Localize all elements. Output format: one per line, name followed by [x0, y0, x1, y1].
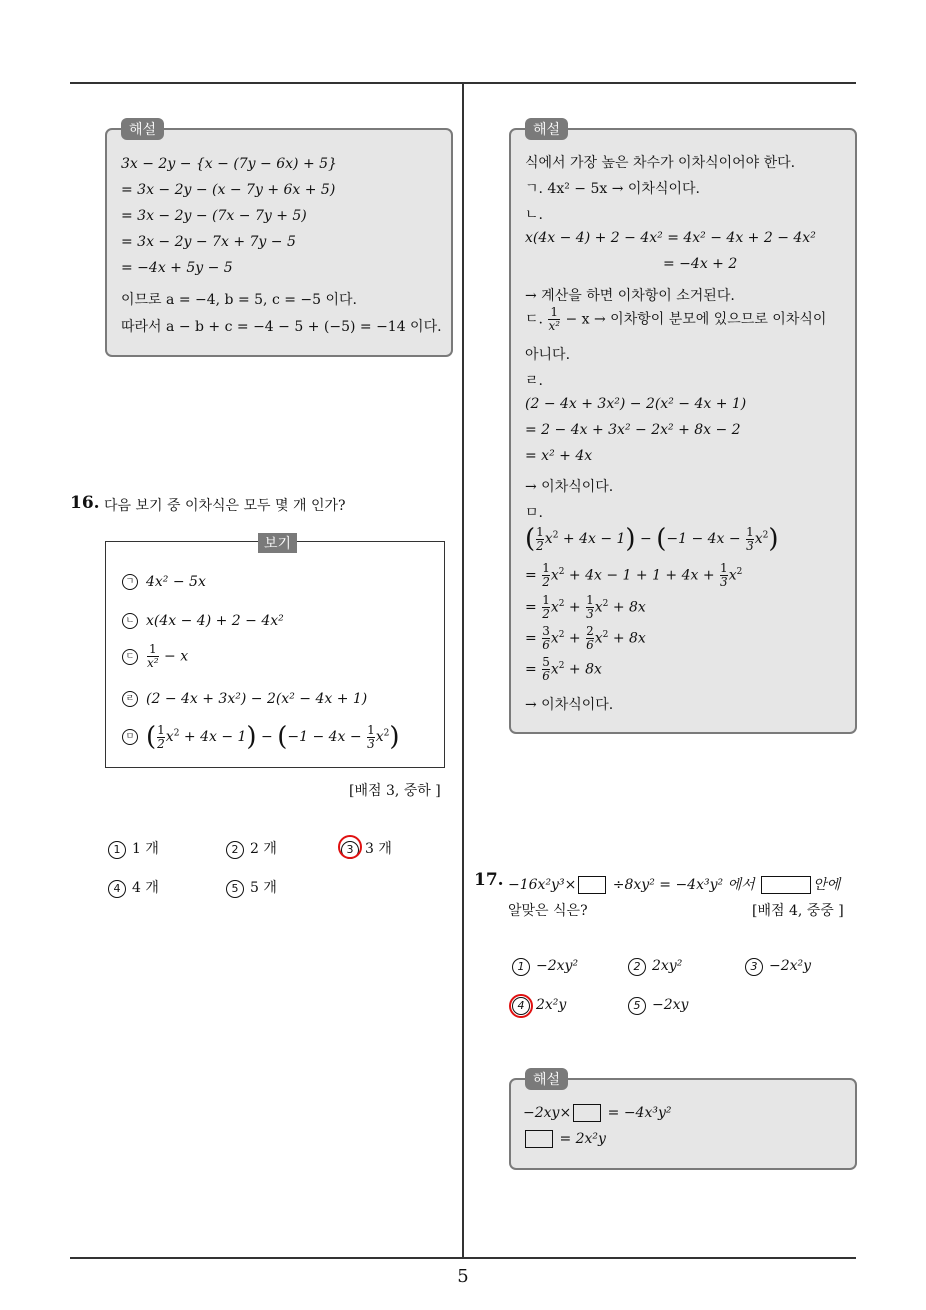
choice-option[interactable]: 2 2 개 — [226, 838, 277, 859]
bogi-box — [105, 536, 445, 768]
solution-line: 아니다. — [525, 347, 571, 363]
bogi-mark: ㄹ — [122, 691, 138, 707]
solution-line: 따라서 a − b + c = −4 − 5 + (−5) = −14 이다. — [121, 319, 442, 335]
bogi-tab: 보기 — [258, 533, 297, 553]
score-label: [배점 4, 중중 ] — [752, 903, 844, 919]
bogi-item: ㅁ ( $\frac{1}{2}$ $x^2 + 4x - 1) - (-1 - 4x$ − $\frac{1}{3}$ $x^2$) — [122, 722, 400, 752]
bogi-mark: ㄴ — [122, 613, 138, 629]
blank-box — [525, 1130, 553, 1148]
solution-line: ㄷ. $\frac{1}{\text{x²}}$ − x → 이차항이 분모에 있으므로 이차식이 — [525, 305, 827, 333]
solution-line: = $\frac{1}{2}$ $x^2 + 4x - 1 + 1 + 4x$ + $\frac{1}{3}$ $x^2$ — [525, 561, 743, 589]
solution-line: = −4x + 2 — [663, 256, 738, 272]
bogi-item — [122, 613, 284, 629]
solution-line: = $\frac{5}{6}$ $x^2 + 8x$ — [525, 655, 602, 683]
bogi-expr: x(4x − 4) + 2 − 4x² — [146, 613, 284, 629]
choice-option[interactable]: 1 1 개 — [108, 838, 159, 859]
question-text: 알맞은 식은? — [508, 903, 588, 919]
answer-mark-circle — [509, 994, 533, 1018]
choice-option[interactable]: 2 2xy² — [628, 958, 682, 976]
solution-line: = 3x − 2y − (7x − 7y + 5) — [121, 208, 307, 224]
solution-line: ㄴ. — [525, 207, 543, 223]
choice-option[interactable]: 1 −2xy² — [512, 958, 578, 976]
solution-line: → 계산을 하면 이차항이 소거된다. — [525, 288, 735, 304]
blank-box — [578, 876, 606, 894]
bogi-expr: 4x² − 5x — [146, 574, 206, 590]
solution-16-box — [509, 122, 857, 734]
solution-line: = x² + 4x — [525, 448, 593, 464]
bogi-mark: ㄷ — [122, 649, 138, 665]
question-number: 16. — [70, 493, 100, 513]
bogi-item — [122, 691, 367, 707]
solution-line: ㄹ. — [525, 373, 543, 389]
solution-line: ㅁ. — [525, 505, 543, 521]
bogi-expr: (2 − 4x + 3x²) − 2(x² − 4x + 1) — [146, 691, 368, 707]
solution-line: → 이차식이다. — [525, 479, 614, 495]
question-number: 17. — [474, 870, 504, 890]
bogi-mark: ㅁ — [122, 729, 138, 745]
column-divider — [462, 83, 464, 1257]
question-text: −16x²y³× ÷8xy² = −4x³y² 에서 안에 — [508, 877, 841, 893]
bogi-mark: ㄱ — [122, 574, 138, 590]
solution-15-box — [105, 122, 453, 357]
solution-line: → 이차식이다. — [525, 697, 614, 713]
solution-line: = 3x − 2y − 7x + 7y − 5 — [121, 234, 296, 250]
solution-line: −2xy× = −4x³y² — [523, 1105, 672, 1121]
solution-line: = −4x + 5y − 5 — [121, 260, 233, 276]
answer-mark-circle — [338, 835, 362, 859]
blank-box — [573, 1104, 601, 1122]
page-number: 5 — [457, 1266, 469, 1287]
choice-option-selected[interactable]: 4 2x²y — [512, 997, 566, 1015]
choice-option[interactable]: 5 5 개 — [226, 877, 277, 898]
solution-line: 3x − 2y − {x − (7y − 6x) + 5} — [121, 156, 337, 172]
solution-line: 이므로 a = −4, b = 5, c = −5 이다. — [121, 292, 357, 308]
solution-tab: 해설 — [525, 1068, 568, 1090]
solution-line: (2 − 4x + 3x²) − 2(x² − 4x + 1) — [525, 396, 747, 412]
question-text: 다음 보기 중 이차식은 모두 몇 개 인가? — [104, 498, 346, 514]
choice-option[interactable]: 5 −2xy — [628, 997, 688, 1015]
choice-option[interactable]: 4 4 개 — [108, 877, 159, 898]
choice-option-selected[interactable]: 3 3 개 — [341, 838, 392, 859]
score-label: [배점 3, 중하 ] — [349, 783, 441, 799]
solution-line: = $\frac{1}{2}$ $x^2$ + $\frac{1}{3}$ $x^2 + 8x$ — [525, 593, 646, 621]
solution-line: = 2x²y — [523, 1130, 606, 1148]
bogi-item — [122, 643, 188, 670]
solution-line: ( $\frac{1}{2}$ $x^2 + 4x - 1) - (-1 - 4x$ − $\frac{1}{3}$ $x^2$) — [525, 524, 779, 554]
choice-option[interactable]: 3 −2x²y — [745, 958, 811, 976]
bogi-expr: − x — [164, 648, 189, 665]
solution-tab: 해설 — [121, 118, 164, 140]
bogi-item — [122, 574, 206, 590]
solution-line: x(4x − 4) + 2 − 4x² = 4x² − 4x + 2 − 4x² — [525, 230, 816, 246]
solution-tab: 해설 — [525, 118, 568, 140]
solution-line: = $\frac{3}{6}$ $x^2$ + $\frac{2}{6}$ $x^2 + 8x$ — [525, 624, 646, 652]
solution-17-box — [509, 1072, 857, 1170]
blank-box — [761, 876, 811, 894]
solution-line: ㄱ. 4x² − 5x → 이차식이다. — [525, 181, 700, 197]
solution-line: = 3x − 2y − (x − 7y + 6x + 5) — [121, 182, 336, 198]
bottom-rule — [70, 1257, 856, 1259]
solution-line: 식에서 가장 높은 차수가 이차식이어야 한다. — [525, 155, 796, 171]
fraction: $\frac{1}{\text{x²}}$ — [147, 642, 159, 670]
solution-line: = 2 − 4x + 3x² − 2x² + 8x − 2 — [525, 422, 741, 438]
